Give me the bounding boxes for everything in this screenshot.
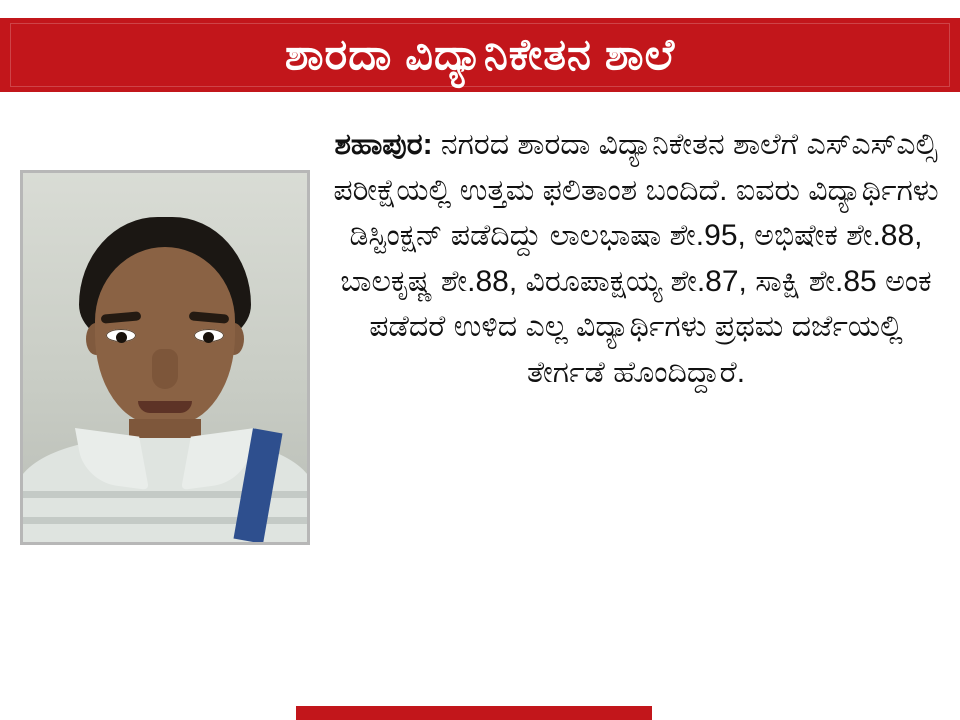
article-paragraph: ನಗರದ ಶಾರದಾ ವಿದ್ಯಾನಿಕೇತನ ಶಾಲೆಗೆ ಎಸ್ಎಸ್ಎಲ್ಸಿ ಪರೀಕ್ಷೆಯಲ್ಲಿ ಉತ್ತಮ ಫಲಿತಾಂಶ ಬಂದಿದೆ. ಐವರು ವಿದ್ಯಾರ್ಥಿಗಳು ಡಿಸ್ಟಿಂಕ್ಷನ್ ಪಡೆದಿದ್ದು ಲಾಲಭಾಷಾ ಶೇ.95, ಅಭಿಷೇಕ ಶೇ.88, ಬಾಲಕೃಷ್ಣ ಶೇ.88, ವಿರೂಪಾಕ್ಷಯ್ಯ ಶೇ.87, ಸಾಕ್ಷಿ ಶೇ.85 ಅಂಕ ಪಡೆದರೆ ಉಳಿದ ಎಲ್ಲ ವಿದ್ಯಾರ್ಥಿಗಳು ಪ್ರಥಮ ದರ್ಜೆಯಲ್ಲಿ ತೇರ್ಗಡೆ ಹೊಂದಿದ್ದಾರೆ. <box>333 128 939 389</box>
portrait-illustration <box>23 173 307 542</box>
portrait-pupil-right <box>203 332 214 343</box>
headline-banner <box>0 18 960 92</box>
article-dateline: ಶಹಾಪುರ: <box>334 128 433 161</box>
portrait-nose <box>152 349 178 389</box>
student-photo <box>20 170 310 545</box>
portrait-pupil-left <box>116 332 127 343</box>
top-margin <box>0 0 960 18</box>
footer-strip <box>0 690 960 720</box>
article-body-area <box>0 100 960 690</box>
portrait-mouth <box>138 401 192 413</box>
page-title: ಶಾರದಾ ವಿದ್ಯಾನಿಕೇತನ ಶಾಲೆ <box>284 30 676 79</box>
footer-accent-bar <box>296 706 652 720</box>
article-text <box>20 122 940 551</box>
